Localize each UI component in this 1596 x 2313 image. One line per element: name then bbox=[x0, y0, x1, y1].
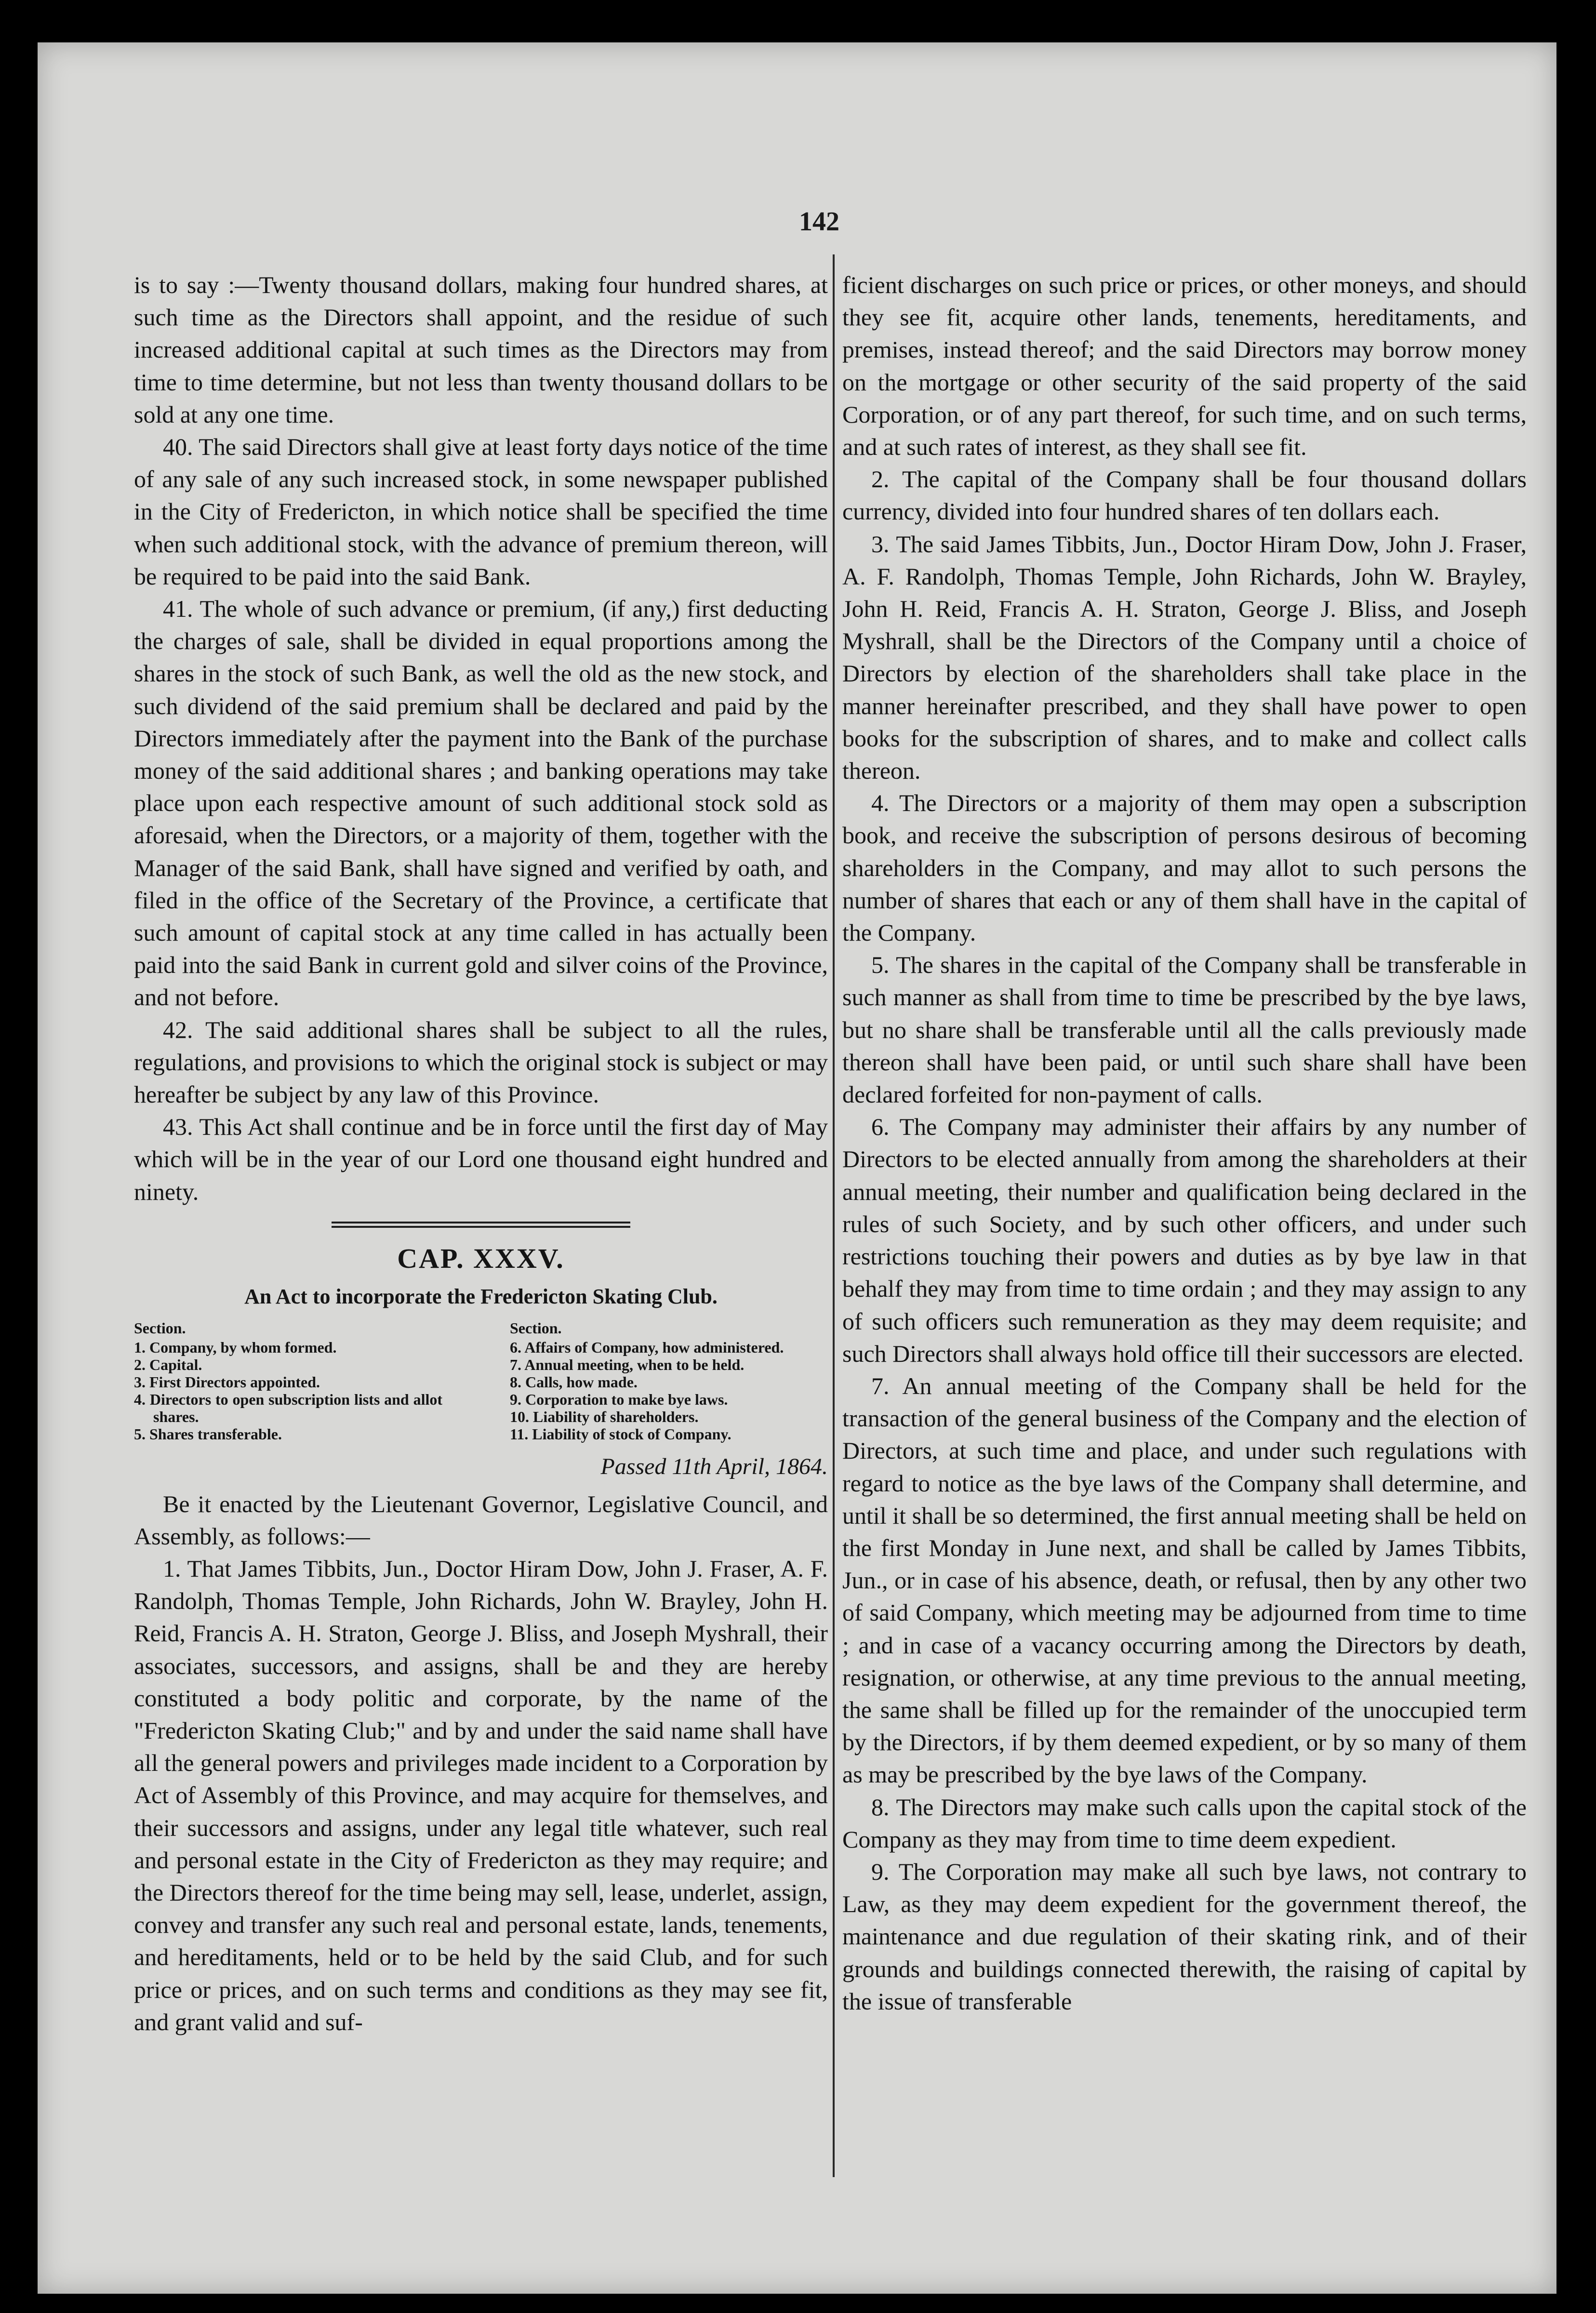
section-header: Section. bbox=[134, 1319, 186, 1337]
paragraph: 4. The Directors or a majority of them may open a subscription book, and receive the subscription of persons desirous of becoming shareholders in the Company, and may allot to such persons the number of shares that each or any of them shall have in the capital of the Company. bbox=[842, 789, 1527, 946]
section-item: 1. Company, by whom formed. bbox=[134, 1339, 337, 1356]
column-rule bbox=[833, 254, 835, 2177]
section-item: 3. First Directors appointed. bbox=[134, 1373, 320, 1391]
paragraph: 41. The whole of such advance or premium, (if any,) first deducting the charges of sale, shall be divided in equal proportions among the shares in the stock of such Bank, as well the old as the new stock, and such dividend of the said premium shall be declared and paid by the Directors immediately after the payment into the Bank of the purchase money of the said additional shares ; and banking operations may take place upon each respective amount of such additional stock sold as aforesaid, when the Directors, or a majority of them, together with the Manager of the said Bank, shall have signed and verified by oath, and filed in the office of the Secretary of the Province, a certificate that such amount of capital stock at any time called in has actually been paid into the said Bank in current gold and silver coins of the Province, and not before. bbox=[134, 595, 828, 1011]
chapter-title: CAP. XXXV. bbox=[397, 1242, 565, 1274]
section-item: 11. Liability of stock of Company. bbox=[510, 1425, 732, 1443]
section-index bbox=[134, 1319, 828, 1443]
section-divider bbox=[332, 1222, 630, 1228]
paragraph: 5. The shares in the capital of the Company shall be transferable in such manner as shall from time to time be prescribed by the bye laws, but no share shall be transferable until all the calls previously made thereon shall have been paid, or until such share shall have been declared forfeited for non-payment of calls. bbox=[842, 951, 1527, 1108]
section-item: 10. Liability of shareholders. bbox=[510, 1408, 699, 1426]
section-index-left bbox=[134, 1319, 442, 1443]
paragraph: 1. That James Tibbits, Jun., Doctor Hiram Dow, John J. Fraser, A. F. Randolph, Thomas Temple, John Richards, John W. Brayley, John H. Reid, Francis A. H. Straton, George J. Bliss, and Joseph Myshrall, their associates, successors, and assigns, shall be and they are hereby constituted a body politic and corporate, by the name of the "Fredericton Skating Club;" and by and under the said name shall have all the general powers and privileges made incident to a Corporation by Act of Assembly of this Province, and may acquire for themselves, and their successors and assigns, under any legal title whatever, such real and personal estate in the City of Fredericton as they may require; and the Directors thereof for the time being may sell, lease, underlet, assign, convey and transfer any such real and personal estate, lands, tenements, and hereditaments, held or to be held by the said Club, and for such price or prices, and on such terms and conditions as they may see fit, and grant valid and suf- bbox=[134, 1555, 828, 2035]
section-item: 7. Annual meeting, when to be held. bbox=[510, 1356, 745, 1374]
act-title: An Act to incorporate the Fredericton Skating Club. bbox=[244, 1285, 718, 1309]
paragraph: 7. An annual meeting of the Company shall be held for the transaction of the general business of the Company and the election of Directors, at such time and place, and under such regulations with regard to notice as the bye laws of the Company shall determine, and until it shall be so determined, the first annual meeting shall be held on the first Monday in June next, and shall be called by James Tibbits, Jun., or in case of his absence, death, or refusal, then by any other two of said Company, which meeting may be adjourned from time to time ; and in case of a vacancy occurring among the Directors by death, resignation, or otherwise, at any time previous to the annual meeting, the same shall be filled up for the remainder of the unoccupied term by the Directors, if by them deemed expedient, or by so many of them as may be prescribed by the bye laws of the Company. bbox=[842, 1372, 1527, 1788]
paragraph: 8. The Directors may make such calls upon the capital stock of the Company as they may from time to time deem expedient. bbox=[842, 1793, 1527, 1853]
right-column bbox=[842, 269, 1527, 2018]
passed-date: Passed 11th April, 1864. bbox=[600, 1454, 828, 1480]
paragraph: 40. The said Directors shall give at least forty days notice of the time of any sale of any such increased stock, in some newspaper published in the City of Fredericton, in which notice shall be specified the time when such additional stock, with the advance of premium thereon, will be required to be paid into the said Bank. bbox=[134, 433, 828, 590]
paragraph: 2. The capital of the Company shall be four thousand dollars currency, divided into four hundred shares of ten dollars each. bbox=[842, 465, 1527, 525]
section-item: 9. Corporation to make bye laws. bbox=[510, 1391, 728, 1409]
paragraph: 6. The Company may administer their affairs by any number of Directors to be elected annually from among the shareholders at their annual meeting, their number and qualification being declared in the rules of such Society, and by such other officers, and under such restrictions touching their powers and duties as by bye law in that behalf they may from time to time ordain ; and they may assign to any of such officers such remuneration as they may deem requisite; and such Directors shall always hold office till their successors are elected. bbox=[842, 1113, 1527, 1367]
paragraph: 43. This Act shall continue and be in force until the first day of May which will be in the year of our Lord one thousand eight hundred and ninety. bbox=[134, 1113, 828, 1205]
section-item: 8. Calls, how made. bbox=[510, 1373, 638, 1391]
section-item: 4. Directors to open subscription lists and allot shares. bbox=[134, 1391, 442, 1426]
section-header: Section. bbox=[510, 1319, 562, 1337]
paragraph: ficient discharges on such price or prices, or other moneys, and should they see fit, acquire other lands, tenements, hereditaments, and premises, instead thereof; and the said Directors may borrow money on the mortgage or other security of the said property of the said Corporation, or of any part thereof, for such time, and on such terms, and at such rates of interest, as they shall see fit. bbox=[842, 271, 1527, 461]
paragraph: 3. The said James Tibbits, Jun., Doctor Hiram Dow, John J. Fraser, A. F. Randolph, Thomas Temple, John Richards, John W. Brayley, John H. Reid, Francis A. H. Straton, George J. Bliss, and Joseph Myshrall, shall be the Directors of the Company until a choice of Directors by election of the shareholders shall take place in the manner hereinafter prescribed, and they shall have power to open books for the subscription of shares, and to make and collect calls thereon. bbox=[842, 530, 1527, 784]
section-item: 6. Affairs of Company, how administered. bbox=[510, 1339, 784, 1356]
paragraph: 42. The said additional shares shall be subject to all the rules, regulations, and provisions to which the original stock is subject or may hereafter be subject by any law of this Province. bbox=[134, 1016, 828, 1108]
section-item: 2. Capital. bbox=[134, 1356, 202, 1374]
page-number: 142 bbox=[799, 207, 839, 237]
paragraph: 9. The Corporation may make all such bye laws, not contrary to Law, as they may deem expedient for the government thereof, the maintenance and due regulation of their skating rink, and of their grounds and buildings connected therewith, the raising of capital by the issue of transferable bbox=[842, 1858, 1527, 2015]
section-index-right bbox=[510, 1319, 828, 1443]
paragraph: is to say :—Twenty thousand dollars, making four hundred shares, at such time as the Directors shall appoint, and the residue of such increased additional capital at such times as the Directors may from time to time determine, but not less than twenty thousand dollars to be sold at any one time. bbox=[134, 271, 828, 428]
section-item: 5. Shares transferable. bbox=[134, 1425, 282, 1443]
left-column bbox=[134, 269, 828, 2038]
document-page bbox=[38, 42, 1556, 2294]
enacting-clause: Be it enacted by the Lieutenant Governor, Legislative Council, and Assembly, as follows:— bbox=[134, 1490, 828, 1550]
